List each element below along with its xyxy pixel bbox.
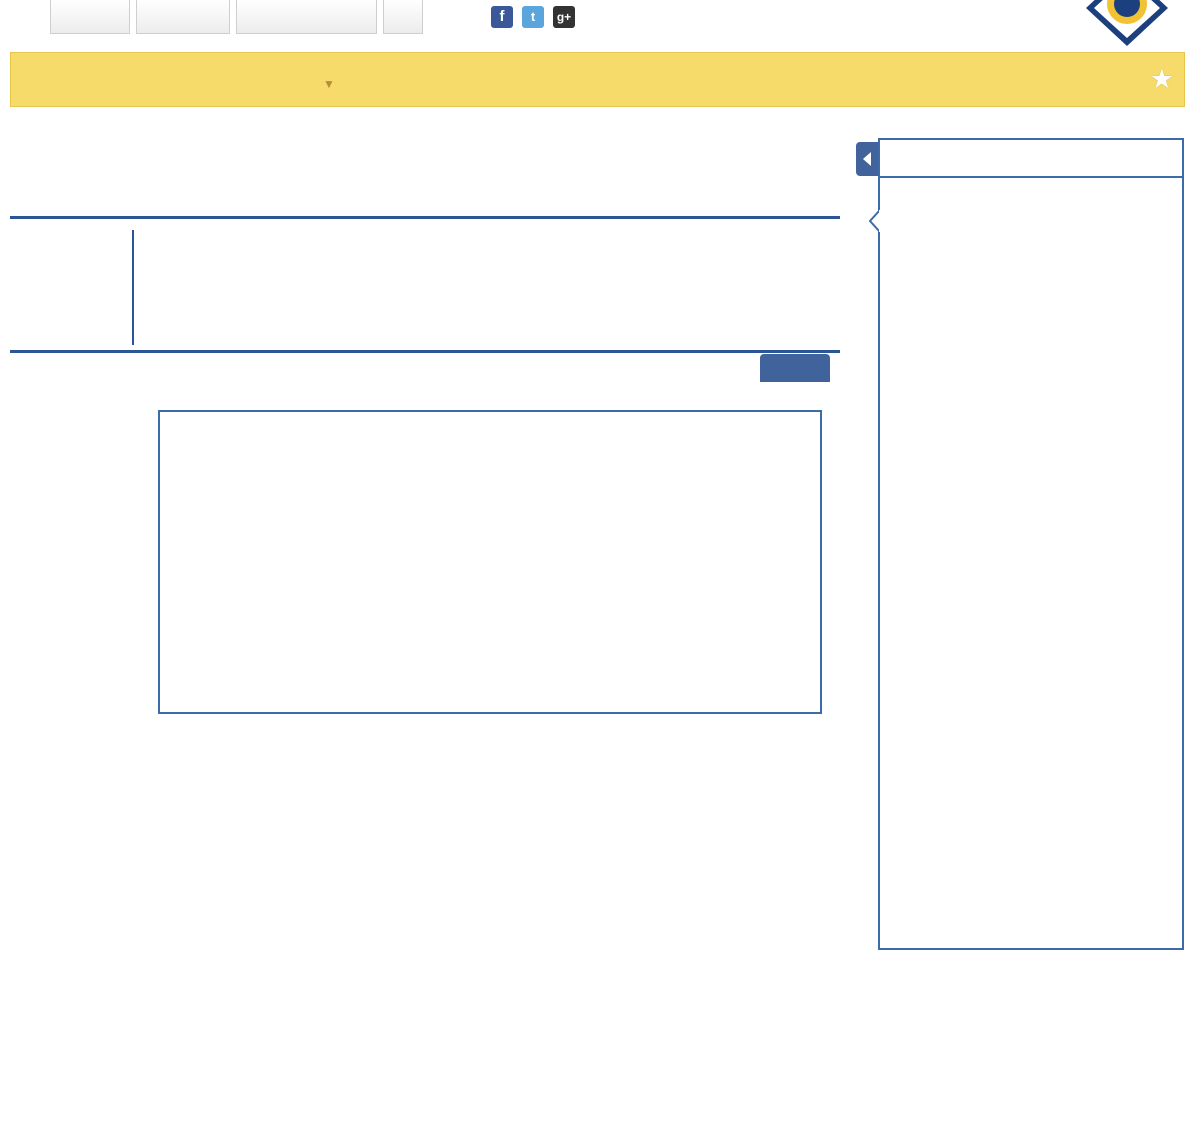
favorite-star-icon[interactable]: ★: [1149, 64, 1174, 94]
weekly-tides-panel: [878, 138, 1184, 950]
facebook-icon[interactable]: f: [491, 6, 513, 28]
chevron-left-icon: [856, 142, 878, 176]
panel-header-rule: [880, 176, 1182, 178]
panel-pointer-icon: [869, 210, 881, 232]
twitter-icon[interactable]: t: [522, 6, 544, 28]
collapse-panel-button[interactable]: [856, 142, 878, 176]
googleplus-icon[interactable]: g+: [553, 6, 575, 28]
date-dropdown-icon[interactable]: ▼: [323, 77, 335, 91]
